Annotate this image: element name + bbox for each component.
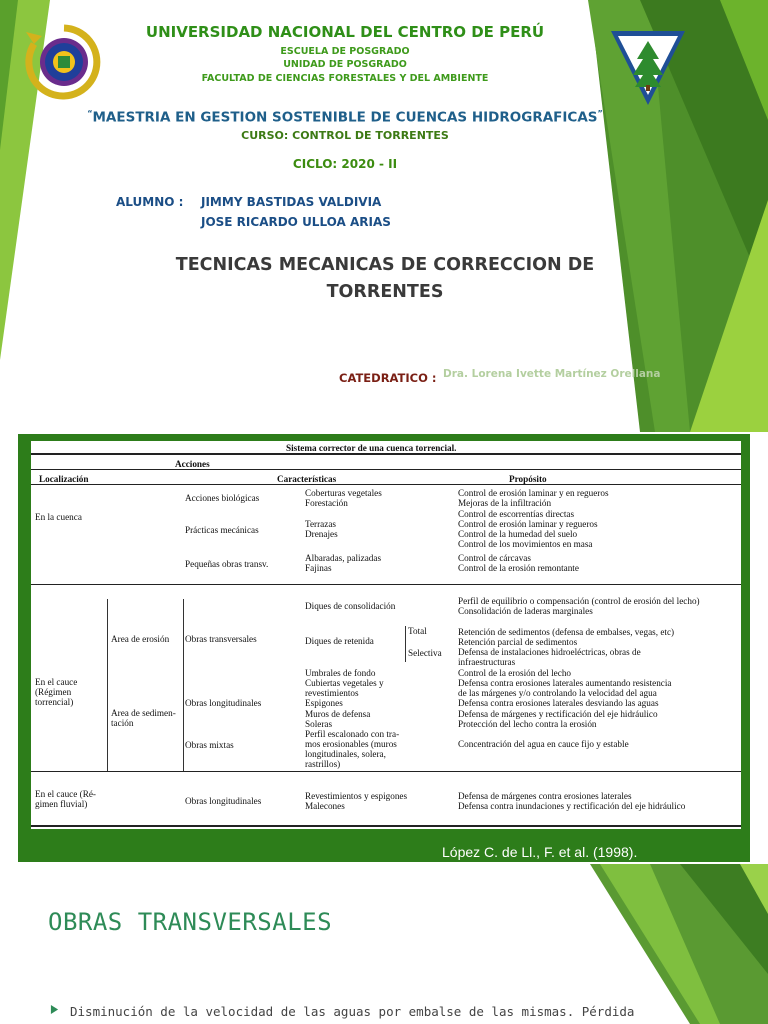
title-line-1: TECNICAS MECANICAS DE CORRECCION DE <box>175 255 595 275</box>
action-label: Pequeñas obras transv. <box>185 559 269 569</box>
purpose-label: Defensa de instalaciones hidroeléctricas, obras de <box>458 647 641 657</box>
area-label: Area de sedimen- <box>111 708 176 718</box>
action-label: Acciones biológicas <box>185 493 260 503</box>
characteristic-label: Espigones <box>305 698 343 708</box>
purpose-label: Perfil de equilibrio o compensación (control de erosión del lecho) <box>458 596 700 606</box>
presentation-title <box>140 252 630 306</box>
characteristic-label: Perfil escalonado con tra- <box>305 729 400 739</box>
program-title: “MAESTRIA EN GESTION SOSTENIBLE DE CUENCAS HIDROGRAFICAS” <box>87 109 603 126</box>
title-slide <box>0 0 768 432</box>
table-rule <box>31 771 741 772</box>
location-cauce-fluvial: En el cauce (Ré- <box>35 789 96 799</box>
works-label: Obras longitudinales <box>185 698 262 708</box>
area-label: tación <box>111 718 134 728</box>
unit-name: UNIDAD DE POSGRADO <box>283 59 407 70</box>
section-heading: OBRAS TRANSVERSALES <box>48 908 333 936</box>
purpose-label: Mejoras de la infiltración <box>458 498 552 508</box>
university-name: UNIVERSIDAD NACIONAL DEL CENTRO DE PERÚ <box>145 23 545 41</box>
characteristic-label: Revestimientos y espigones <box>305 791 408 801</box>
table-rule <box>31 584 741 585</box>
table-bracket <box>405 626 406 662</box>
purpose-label: Retención parcial de sedimentos <box>458 637 578 647</box>
purpose-label: Control de los movimientos en masa <box>458 539 593 549</box>
purpose-label: Control de erosión laminar y regueros <box>458 519 598 529</box>
location-cuenca: En la cuenca <box>35 512 82 522</box>
characteristic-label: Malecones <box>305 801 345 811</box>
location-cauce-torrencial: torrencial) <box>35 697 74 707</box>
professor-name: Dra. Lorena Ivette Martínez Orellana <box>443 368 661 380</box>
purpose-label: Defensa de márgenes contra erosiones laterales <box>458 791 632 801</box>
student-name-2: JOSE RICARDO ULLOA ARIAS <box>201 215 391 229</box>
student-name-1: JIMMY BASTIDAS VALDIVIA <box>201 195 382 209</box>
retention-type: Selectiva <box>408 648 442 658</box>
table-slide <box>18 434 750 862</box>
characteristic-label: Coberturas vegetales <box>305 488 382 498</box>
characteristic-label: mos erosionables (muros <box>305 739 397 749</box>
characteristic-label: Fajinas <box>305 563 332 573</box>
characteristic-label: Cubiertas vegetales y <box>305 678 384 688</box>
bullet-text: Disminución de la velocidad de las aguas por embalse de las mismas. Pérdida <box>70 1004 635 1019</box>
purpose-label: Control de escorrentías directas <box>458 509 575 519</box>
purpose-label: Control de la humedad del suelo <box>458 529 578 539</box>
table-title: Sistema corrector de una cuenca torrencial. <box>286 443 457 453</box>
location-cauce-torrencial: (Régimen <box>35 687 72 697</box>
works-label: Obras transversales <box>185 634 257 644</box>
green-decoration <box>0 864 768 1024</box>
purpose-label: de las márgenes y/o controlando la velocidad del agua <box>458 688 657 698</box>
characteristic-label: longitudinales, solera, <box>305 749 386 759</box>
purpose-label: Defensa contra inundaciones y rectificación del eje hidráulico <box>458 801 686 811</box>
characteristic-label: Albaradas, palizadas <box>305 553 382 563</box>
header-localizacion: Localización <box>39 474 89 484</box>
table-bracket <box>107 599 108 771</box>
purpose-label: Defensa contra erosiones laterales desviando las aguas <box>458 698 659 708</box>
purpose-label: Retención de sedimentos (defensa de embalses, vegas, etc) <box>458 627 675 637</box>
table-rule <box>31 484 741 485</box>
table-rule <box>31 825 741 827</box>
title-line-2: TORRENTES <box>326 282 444 302</box>
header-proposito: Propósito <box>509 474 547 484</box>
purpose-label: Control de cárcavas <box>458 553 531 563</box>
characteristic-label: Muros de defensa <box>305 709 371 719</box>
content-slide <box>0 864 768 1024</box>
students-label: ALUMNO : <box>116 195 184 209</box>
course-name: CURSO: CONTROL DE TORRENTES <box>241 129 449 142</box>
characteristic-label: Diques de retenida <box>305 636 374 646</box>
faculty-name: FACULTAD DE CIENCIAS FORESTALES Y DEL AMBIENTE <box>201 73 489 84</box>
triangle-bullet-icon <box>50 1005 59 1014</box>
purpose-label: infraestructuras <box>458 657 516 667</box>
purpose-label: Protección del lecho contra la erosión <box>458 719 597 729</box>
location-cauce-fluvial: gimen fluvial) <box>35 799 88 809</box>
characteristic-label: Umbrales de fondo <box>305 668 376 678</box>
purpose-label: Defensa contra erosiones laterales aumentando resistencia <box>458 678 672 688</box>
area-label: Area de erosión <box>111 634 170 644</box>
purpose-label: Concentración del agua en cauce fijo y estable <box>458 739 629 749</box>
characteristic-label: Soleras <box>305 719 333 729</box>
purpose-label: Consolidación de laderas marginales <box>458 606 593 616</box>
purpose-label: Defensa de márgenes y rectificación del eje hidráulico <box>458 709 658 719</box>
table-rule <box>31 469 741 470</box>
action-label: Prácticas mecánicas <box>185 525 259 535</box>
purpose-label: Control de erosión laminar y en regueros <box>458 488 609 498</box>
professor-label: CATEDRATICO : <box>339 371 437 385</box>
school-name: ESCUELA DE POSGRADO <box>280 46 410 57</box>
location-cauce-torrencial: En el cauce <box>35 677 78 687</box>
works-label: Obras mixtas <box>185 740 234 750</box>
retention-type: Total <box>408 626 427 636</box>
corrective-system-table <box>31 441 741 829</box>
characteristic-label: Drenajes <box>305 529 338 539</box>
characteristic-label: rastrillos) <box>305 759 341 769</box>
purpose-label: Control de la erosión del lecho <box>458 668 572 678</box>
table-bracket <box>183 599 184 771</box>
header-caracteristicas: Características <box>277 474 337 484</box>
characteristic-label: Diques de consolidación <box>305 601 396 611</box>
characteristic-label: revestimientos <box>305 688 359 698</box>
characteristic-label: Terrazas <box>305 519 336 529</box>
purpose-label: Control de la erosión remontante <box>458 563 579 573</box>
characteristic-label: Forestación <box>305 498 348 508</box>
cycle-label: CICLO: 2020 - II <box>292 157 398 171</box>
header-acciones: Acciones <box>175 459 210 469</box>
table-citation: López C. de Ll., F. et al. (1998). <box>442 844 638 860</box>
works-label: Obras longitudinales <box>185 796 262 806</box>
